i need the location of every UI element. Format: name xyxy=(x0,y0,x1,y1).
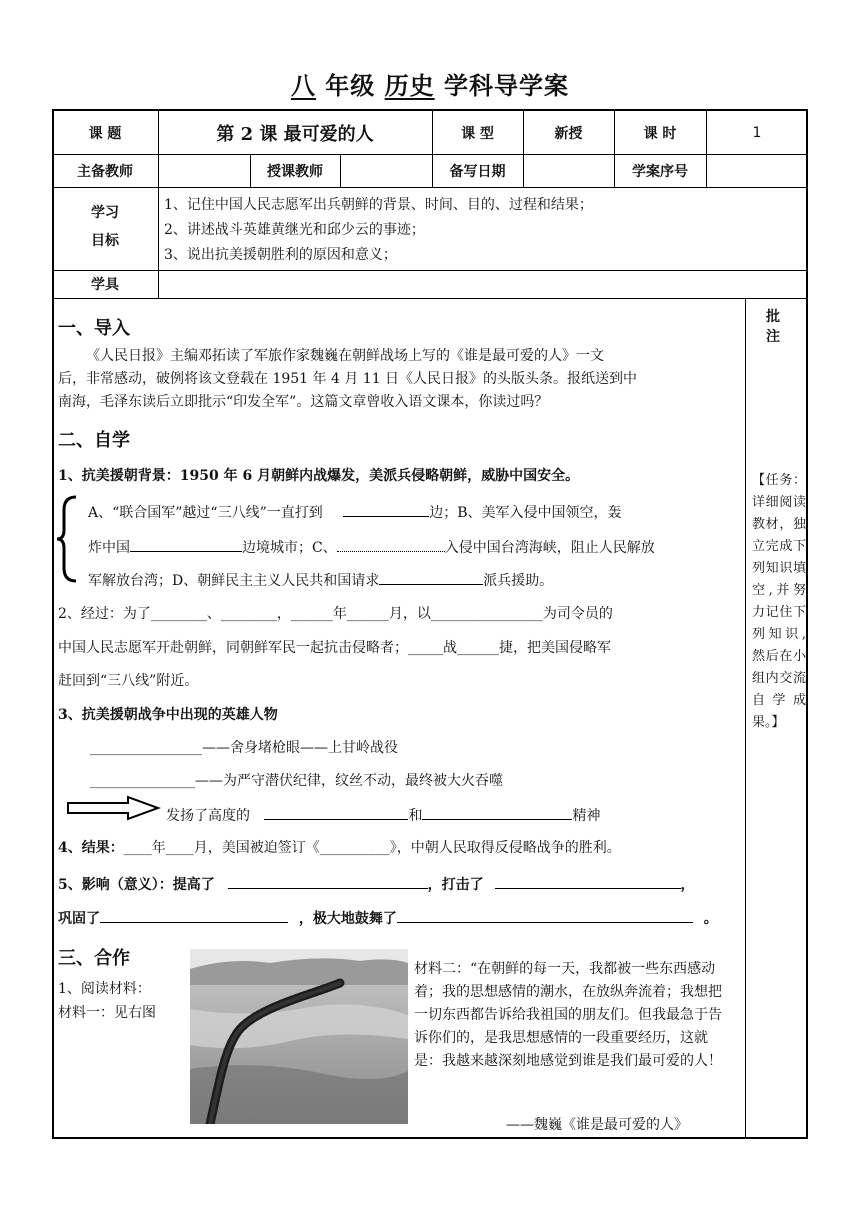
row-divider xyxy=(52,187,808,188)
type-value: 新授 xyxy=(554,125,583,142)
notes-task: 【任务：详细阅读教材，独立完成下列知识填空,并努力记住下列知识,然后在小组内交流自学成果。】 xyxy=(752,473,806,730)
main-teacher-label: 主备教师 xyxy=(77,163,133,180)
q3-spirit: 发扬了高度的 和 精神 xyxy=(166,803,600,825)
q1-item-a: A、“联合国军”越过“三八线”一直打到 边；B、美军入侵中国领空，轰 xyxy=(88,500,622,522)
plan-number-label: 学案序号 xyxy=(632,163,688,180)
material-signature: ——魏巍《谁是最可爱的人》 xyxy=(506,1117,688,1133)
blank-field[interactable] xyxy=(130,535,242,552)
title-grade-suffix: 年级 xyxy=(315,72,376,100)
row-divider xyxy=(52,298,808,299)
coop-material-one: 材料一：见右图 xyxy=(58,1005,156,1021)
right-arrow-icon xyxy=(66,795,162,821)
goals-label-line2: 目标 xyxy=(91,233,119,249)
blank-field[interactable] xyxy=(397,906,693,923)
notes-column-divider xyxy=(745,298,746,1139)
coop-material-two: 材料二：“在朝鲜的每一天，我都被一些东西感动着；我的思想感情的潮水，在放纵奔流着；我想把一切东西都告诉给我祖国的朋友们。但我最急于告诉你们的，是我思想感情的一段重要经历，这就是：我越来越深刻地感觉到谁是我们最可爱的人！ xyxy=(414,961,722,1069)
goals-label-line1: 学习 xyxy=(91,205,119,221)
q2-line2: 中国人民志愿军开赴朝鲜，同朝鲜军民一起抗击侵略者；_____战______捷，把美国侵略军 xyxy=(58,640,611,656)
coop-heading: 三、合作 xyxy=(58,948,130,969)
q5-impact-line1: 5、影响（意义）：提高了 ，打击了 ， xyxy=(58,872,695,894)
intro-line: 南海，毛泽东读后立即批示“印发全军”。这篇文章曾收入语文课本，你读过吗？ xyxy=(58,394,549,410)
intro-line: 《人民日报》主编邓拓读了军旅作家魏巍在朝鲜战场上写的《谁是最可爱的人》一文 xyxy=(86,348,604,364)
row-divider xyxy=(52,270,808,271)
blank-field[interactable] xyxy=(495,872,681,889)
type-label: 课 型 xyxy=(461,125,494,142)
title-tail: 学科导学案 xyxy=(434,72,570,100)
blank-field[interactable] xyxy=(337,535,445,552)
q2-line3: 赶回到“三八线”附近。 xyxy=(58,673,199,689)
tools-label: 学具 xyxy=(91,277,119,293)
q1-background: 1、抗美援朝背景：1950 年 6 月朝鲜内战爆发，美派兵侵略朝鲜，威胁中国安全。 xyxy=(58,468,580,484)
blank-field[interactable] xyxy=(343,500,429,517)
intro-line: 后，非常感动，破例将该文登载在 1951 年 4 月 11 日《人民日报》的头版头条。报纸送到中 xyxy=(58,371,638,387)
blank-field[interactable] xyxy=(100,906,288,923)
q3-hero-b: _______________——为严守潜伏纪律，纹丝不动，最终被大火吞噬 xyxy=(90,773,503,789)
q1-item-b: 炸中国 边境城市；C、 入侵中国台湾海峡，阻止人民解放 xyxy=(88,535,655,557)
blank-field[interactable] xyxy=(264,803,408,820)
prep-date-label: 备写日期 xyxy=(449,163,506,180)
goal-item: 2、讲述战斗英雄黄继光和邱少云的事迹； xyxy=(164,222,425,238)
self-study-heading: 二、自学 xyxy=(58,430,130,451)
q4-result: 4、结果：____年____月，美国被迫签订《__________》，中朝人民取得反侵略战争的胜利。 xyxy=(58,840,621,856)
col-divider xyxy=(340,154,341,187)
blank-field[interactable] xyxy=(379,568,483,585)
blank-field[interactable] xyxy=(228,872,428,889)
q3-hero-a: ________________——舍身堵枪眼——上甘岭战役 xyxy=(90,740,398,756)
blank-field[interactable] xyxy=(422,803,572,820)
lesson-title: 第 2 课 最可爱的人 xyxy=(216,123,374,145)
goal-item: 3、说出抗美援朝胜利的原因和意义； xyxy=(164,247,397,263)
coop-read-prompt: 1、阅读材料： xyxy=(58,981,151,997)
q2-line1: 2、经过：为了________、________，______年______月，以________________为司令员的 xyxy=(58,606,613,622)
period-value: 1 xyxy=(752,124,762,141)
title-grade: 八 xyxy=(290,72,316,100)
soldiers-crossing-river-photo xyxy=(190,949,408,1124)
lesson-label: 课 题 xyxy=(88,125,122,142)
q5-impact-line2: 巩固了 ，极大地鼓舞了 。 xyxy=(58,906,718,928)
q1-item-c: 军解放台湾；D、朝鲜民主主义人民共和国请求 派兵援助。 xyxy=(88,568,553,590)
period-label: 课 时 xyxy=(643,125,677,142)
notes-heading: 批 注 xyxy=(766,309,790,345)
brace-icon xyxy=(54,494,80,584)
teacher-label: 授课教师 xyxy=(267,163,323,180)
title-subject: 历史 xyxy=(384,72,435,100)
goal-item: 1、记住中国人民志愿军出兵朝鲜的背景、时间、目的、过程和结果； xyxy=(164,197,593,213)
intro-heading: 一、导入 xyxy=(58,318,130,339)
document-title xyxy=(0,66,860,101)
q3-heroes-heading: 3、抗美援朝战争中出现的英雄人物 xyxy=(58,707,278,723)
